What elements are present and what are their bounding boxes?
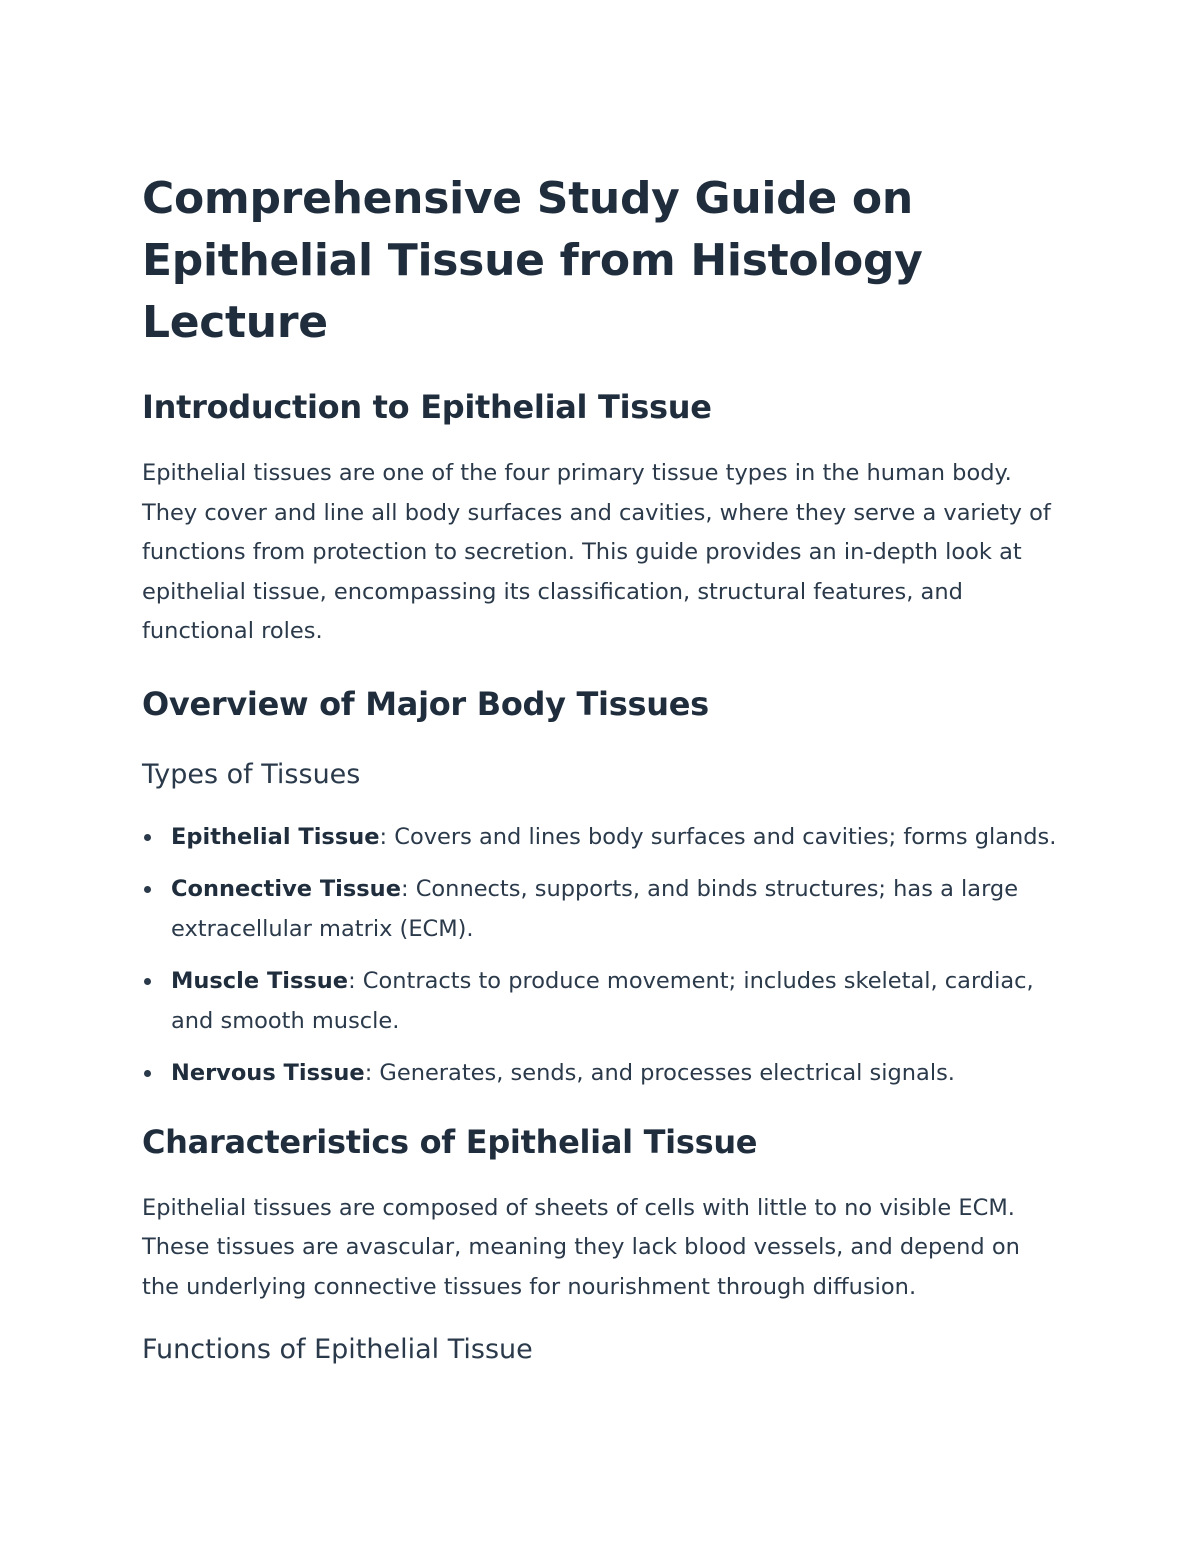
- list-item-term: Epithelial Tissue: [171, 823, 380, 850]
- list-item-term: Muscle Tissue: [171, 968, 349, 994]
- introduction-paragraph: Epithelial tissues are one of the four primary tissue types in the human body. They cover and line all body surfaces and cavities, where they serve a variety of functions from protection to secretion. This guide provides an in-depth look at epithelial tissue, encompassing its classification, structural features, and functional roles.: [142, 460, 1051, 644]
- list-item: [142, 870, 1062, 949]
- bullet-icon: [144, 834, 151, 841]
- document-page: [142, 168, 1062, 1368]
- bullet-icon: [144, 978, 151, 985]
- section-heading-overview: Overview of Major Body Tissues: [142, 684, 709, 723]
- section-heading-introduction: Introduction to Epithelial Tissue: [142, 388, 712, 426]
- bullet-icon: [144, 886, 151, 893]
- list-item-description: : Contracts to produce movement; includes skeletal, cardiac, and smooth muscle.: [171, 968, 1034, 1034]
- list-item-term: Connective Tissue: [171, 876, 401, 902]
- list-item: [142, 962, 1062, 1041]
- characteristics-paragraph: Epithelial tissues are composed of sheets of cells with little to no visible ECM. These tissues are avascular, meaning they lack blood vessels, and depend on the underlying connective tissues for nourishment through diffusion.: [142, 1194, 1020, 1300]
- section-heading-characteristics: Characteristics of Epithelial Tissue: [142, 1122, 758, 1161]
- bullet-icon: [144, 1070, 151, 1077]
- list-item: [142, 1054, 1062, 1094]
- subheading-functions: Functions of Epithelial Tissue: [142, 1334, 533, 1365]
- list-item-description: : Covers and lines body surfaces and cavities; forms glands.: [379, 823, 1057, 850]
- document-title: Comprehensive Study Guide on Epithelial Tissue from Histology Lecture: [142, 173, 923, 348]
- list-item-description: : Connects, supports, and binds structures; has a large extracellular matrix (ECM).: [171, 876, 1019, 942]
- tissue-types-list: [142, 818, 1062, 1094]
- list-item-term: Nervous Tissue: [171, 1060, 365, 1086]
- subheading-types-of-tissues: Types of Tissues: [142, 758, 361, 790]
- list-item: [142, 818, 1062, 858]
- list-item-description: : Generates, sends, and processes electrical signals.: [364, 1060, 955, 1086]
